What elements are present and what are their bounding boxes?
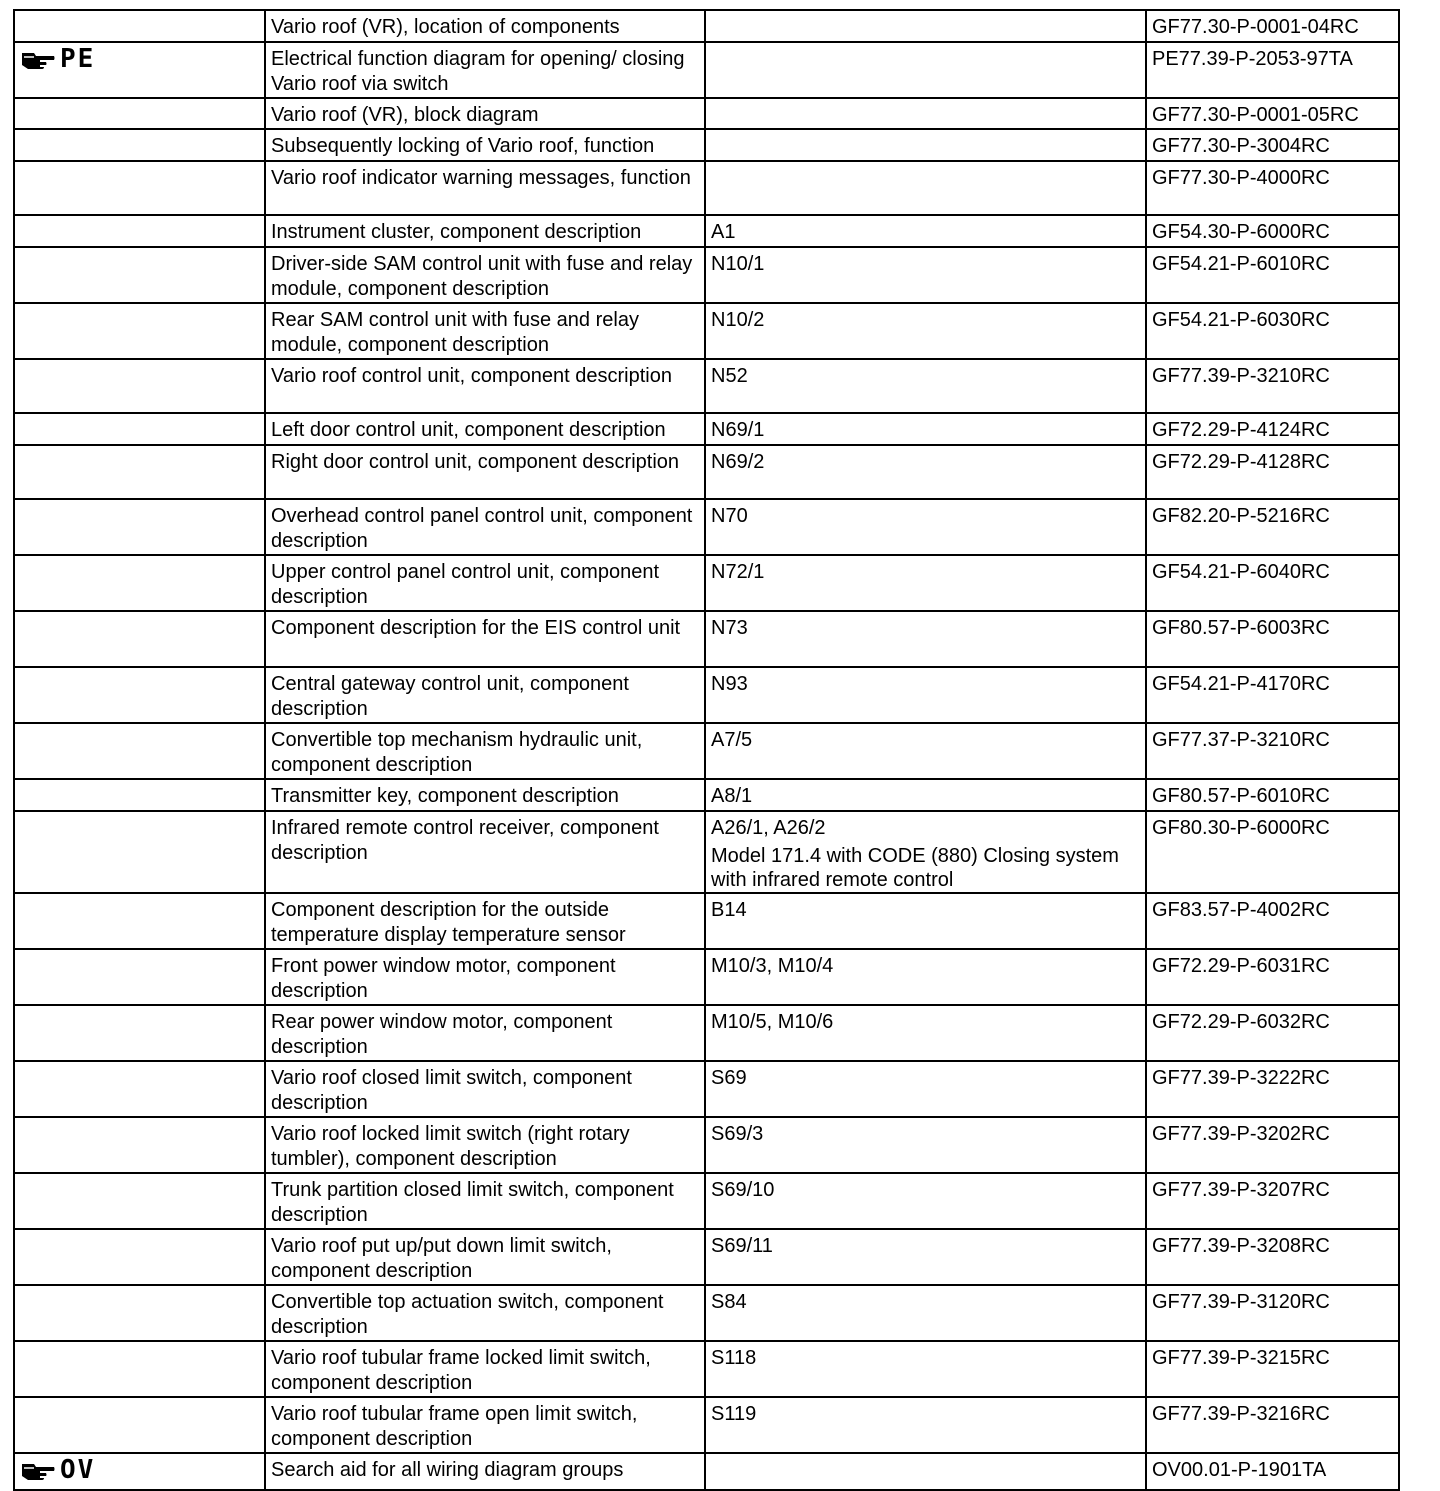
marker-cell: [14, 1061, 265, 1117]
table-row: [14, 359, 1399, 413]
table-row: [14, 1117, 1399, 1173]
document-reference-link[interactable]: GF54.21-P-4170RC: [1152, 673, 1330, 695]
reference-cell[interactable]: [1146, 779, 1399, 811]
table-row: [14, 1061, 1399, 1117]
table-row: [14, 1397, 1399, 1453]
component-code: N72/1: [711, 561, 765, 583]
title-cell[interactable]: Convertible top actuation switch, component description: [265, 1285, 705, 1341]
component-code: S69/10: [711, 1179, 775, 1201]
reference-cell[interactable]: [1146, 10, 1399, 42]
reference-cell[interactable]: [1146, 723, 1399, 779]
reference-cell[interactable]: [1146, 413, 1399, 445]
title-cell[interactable]: Electrical function diagram for opening/ closing Vario roof via switch: [265, 42, 705, 98]
document-reference-link[interactable]: GF80.57-P-6010RC: [1152, 785, 1330, 807]
title-cell[interactable]: Transmitter key, component description: [265, 779, 705, 811]
document-reference-link[interactable]: PE77.39-P-2053-97TA: [1152, 48, 1353, 70]
marker-cell: [14, 10, 265, 42]
marker-cell: [14, 1453, 265, 1490]
title-cell[interactable]: Vario roof locked limit switch (right rotary tumbler), component description: [265, 1117, 705, 1173]
table-row: [14, 1285, 1399, 1341]
component-cell: [705, 1117, 1146, 1173]
component-cell: [705, 359, 1146, 413]
reference-cell[interactable]: [1146, 811, 1399, 893]
reference-cell[interactable]: [1146, 247, 1399, 303]
marker-cell: [14, 42, 265, 98]
component-cell: [705, 1061, 1146, 1117]
title-cell[interactable]: Driver-side SAM control unit with fuse and relay module, component description: [265, 247, 705, 303]
document-reference-link[interactable]: GF54.21-P-6040RC: [1152, 561, 1330, 583]
document-reference-link[interactable]: GF77.39-P-3208RC: [1152, 1235, 1330, 1257]
table-row: [14, 98, 1399, 129]
pointing-hand-icon: [20, 49, 56, 71]
marker-cell: [14, 1229, 265, 1285]
component-cell: [705, 1285, 1146, 1341]
marker-cell: [14, 555, 265, 611]
marker-cell: [14, 161, 265, 215]
table-row: [14, 247, 1399, 303]
table-row: [14, 893, 1399, 949]
marker-cell: [14, 215, 265, 247]
reference-cell[interactable]: [1146, 893, 1399, 949]
document-reference-link[interactable]: GF72.29-P-4124RC: [1152, 419, 1330, 441]
component-cell: [705, 1229, 1146, 1285]
component-code: S118: [711, 1347, 757, 1369]
component-code: S84: [711, 1291, 747, 1313]
document-reference-link[interactable]: GF72.29-P-6032RC: [1152, 1011, 1330, 1033]
table-row: [14, 129, 1399, 161]
table-row: [14, 42, 1399, 98]
table-row: [14, 949, 1399, 1005]
reference-cell[interactable]: [1146, 555, 1399, 611]
component-code: S119: [711, 1403, 757, 1425]
document-reference-table: [13, 9, 1400, 1491]
table-row: [14, 1173, 1399, 1229]
title-cell[interactable]: Subsequently locking of Vario roof, function: [265, 129, 705, 161]
reference-cell[interactable]: [1146, 1229, 1399, 1285]
title-cell[interactable]: Left door control unit, component description: [265, 413, 705, 445]
component-code: A1: [711, 221, 736, 243]
reference-cell[interactable]: [1146, 1285, 1399, 1341]
component-cell: [705, 779, 1146, 811]
reference-cell[interactable]: [1146, 98, 1399, 129]
marker-cell: [14, 949, 265, 1005]
component-cell: [705, 1005, 1146, 1061]
title-cell[interactable]: Trunk partition closed limit switch, component description: [265, 1173, 705, 1229]
marker-cell: [14, 413, 265, 445]
table-row: [14, 303, 1399, 359]
reference-cell[interactable]: [1146, 303, 1399, 359]
component-code: A26/1, A26/2: [711, 817, 826, 839]
title-cell[interactable]: Rear SAM control unit with fuse and relay module, component description: [265, 303, 705, 359]
reference-cell[interactable]: [1146, 499, 1399, 555]
title-cell[interactable]: Convertible top mechanism hydraulic unit, component description: [265, 723, 705, 779]
component-note: Model 171.4 with CODE (880) Closing system with infrared remote control: [711, 845, 1119, 891]
component-code: N73: [711, 617, 748, 639]
marker-cell: [14, 499, 265, 555]
document-reference-link[interactable]: GF77.39-P-3202RC: [1152, 1123, 1330, 1145]
component-code: N10/2: [711, 309, 765, 331]
document-reference-link[interactable]: GF54.21-P-6030RC: [1152, 309, 1330, 331]
component-cell: [705, 1173, 1146, 1229]
table-row: [14, 499, 1399, 555]
title-cell[interactable]: Vario roof tubular frame locked limit switch, component description: [265, 1341, 705, 1397]
title-cell[interactable]: Vario roof control unit, component description: [265, 359, 705, 413]
title-cell[interactable]: Rear power window motor, component description: [265, 1005, 705, 1061]
document-reference-link[interactable]: GF77.39-P-3120RC: [1152, 1291, 1330, 1313]
pointing-hand-icon: [20, 1460, 56, 1482]
table-row: [14, 10, 1399, 42]
marker-cell: [14, 667, 265, 723]
table-row: [14, 811, 1399, 893]
reference-cell[interactable]: [1146, 1117, 1399, 1173]
table-row: [14, 555, 1399, 611]
component-code: N70: [711, 505, 748, 527]
title-cell[interactable]: Component description for the outside temperature display temperature sensor: [265, 893, 705, 949]
component-cell: [705, 499, 1146, 555]
table-row: [14, 161, 1399, 215]
section-marker: [20, 1455, 259, 1485]
reference-cell[interactable]: [1146, 1341, 1399, 1397]
component-code: N10/1: [711, 253, 765, 275]
component-cell: [705, 215, 1146, 247]
reference-cell[interactable]: [1146, 445, 1399, 499]
component-code: A8/1: [711, 785, 753, 807]
reference-cell[interactable]: [1146, 161, 1399, 215]
document-reference-link[interactable]: GF54.21-P-6010RC: [1152, 253, 1330, 275]
table-row: [14, 413, 1399, 445]
marker-cell: [14, 1285, 265, 1341]
table-row: [14, 215, 1399, 247]
document-reference-link[interactable]: GF72.29-P-4128RC: [1152, 451, 1330, 473]
component-cell: [705, 893, 1146, 949]
title-cell[interactable]: Overhead control panel control unit, component description: [265, 499, 705, 555]
reference-cell[interactable]: [1146, 215, 1399, 247]
component-cell: [705, 42, 1146, 98]
title-cell[interactable]: Vario roof closed limit switch, component description: [265, 1061, 705, 1117]
component-cell: [705, 303, 1146, 359]
document-reference-link[interactable]: GF77.39-P-3207RC: [1152, 1179, 1330, 1201]
title-cell[interactable]: Vario roof (VR), location of components: [265, 10, 705, 42]
reference-cell[interactable]: [1146, 1061, 1399, 1117]
table-row: [14, 445, 1399, 499]
title-cell[interactable]: Right door control unit, component description: [265, 445, 705, 499]
title-cell[interactable]: Central gateway control unit, component description: [265, 667, 705, 723]
reference-cell[interactable]: [1146, 611, 1399, 667]
component-code: M10/3, M10/4: [711, 955, 834, 977]
component-code: S69/11: [711, 1235, 773, 1257]
reference-cell[interactable]: [1146, 1005, 1399, 1061]
title-cell[interactable]: Search aid for all wiring diagram groups: [265, 1453, 705, 1490]
marker-cell: [14, 359, 265, 413]
table-row: [14, 1229, 1399, 1285]
marker-cell: [14, 1005, 265, 1061]
marker-cell: [14, 811, 265, 893]
document-reference-link[interactable]: GF77.37-P-3210RC: [1152, 729, 1330, 751]
reference-cell[interactable]: [1146, 1453, 1399, 1490]
marker-cell: [14, 611, 265, 667]
reference-cell[interactable]: [1146, 1173, 1399, 1229]
table-row: [14, 723, 1399, 779]
component-code: N93: [711, 673, 748, 695]
component-cell: [705, 1341, 1146, 1397]
document-reference-link[interactable]: GF83.57-P-4002RC: [1152, 899, 1330, 921]
table-row: [14, 1453, 1399, 1490]
title-cell[interactable]: Vario roof indicator warning messages, function: [265, 161, 705, 215]
marker-cell: [14, 723, 265, 779]
table-row: [14, 779, 1399, 811]
title-cell[interactable]: Instrument cluster, component description: [265, 215, 705, 247]
reference-cell[interactable]: [1146, 667, 1399, 723]
component-cell: [705, 611, 1146, 667]
document-reference-link[interactable]: GF77.30-P-0001-05RC: [1152, 104, 1359, 126]
document-reference-link[interactable]: GF77.39-P-3215RC: [1152, 1347, 1330, 1369]
marker-cell: [14, 303, 265, 359]
component-cell: [705, 98, 1146, 129]
component-cell: [705, 1453, 1146, 1490]
component-code: N52: [711, 365, 748, 387]
reference-cell[interactable]: [1146, 359, 1399, 413]
document-reference-link[interactable]: GF72.29-P-6031RC: [1152, 955, 1330, 977]
component-cell: [705, 413, 1146, 445]
component-cell: [705, 811, 1146, 893]
document-reference-link[interactable]: GF77.30-P-0001-04RC: [1152, 16, 1359, 38]
component-code: S69: [711, 1067, 747, 1089]
component-code: N69/2: [711, 451, 765, 473]
title-cell[interactable]: Vario roof put up/put down limit switch, component description: [265, 1229, 705, 1285]
document-reference-link[interactable]: GF77.39-P-3222RC: [1152, 1067, 1330, 1089]
component-cell: [705, 555, 1146, 611]
component-cell: [705, 949, 1146, 1005]
document-reference-link[interactable]: GF77.39-P-3210RC: [1152, 365, 1330, 387]
title-cell[interactable]: Front power window motor, component description: [265, 949, 705, 1005]
title-cell[interactable]: Component description for the EIS control unit: [265, 611, 705, 667]
component-code: B14: [711, 899, 747, 921]
component-code: S69/3: [711, 1123, 764, 1145]
component-cell: [705, 247, 1146, 303]
title-cell[interactable]: Vario roof (VR), block diagram: [265, 98, 705, 129]
component-code: M10/5, M10/6: [711, 1011, 834, 1033]
reference-cell[interactable]: [1146, 1397, 1399, 1453]
table-row: [14, 611, 1399, 667]
title-cell[interactable]: Vario roof tubular frame open limit switch, component description: [265, 1397, 705, 1453]
component-cell: [705, 10, 1146, 42]
document-reference-link[interactable]: GF82.20-P-5216RC: [1152, 505, 1330, 527]
document-reference-link[interactable]: GF80.30-P-6000RC: [1152, 817, 1330, 839]
section-marker-label: OV: [60, 1455, 96, 1485]
component-cell: [705, 161, 1146, 215]
marker-cell: [14, 1117, 265, 1173]
document-reference-link[interactable]: GF77.30-P-4000RC: [1152, 167, 1330, 189]
table-row: [14, 1005, 1399, 1061]
component-cell: [705, 1397, 1146, 1453]
component-cell: [705, 667, 1146, 723]
reference-cell[interactable]: [1146, 949, 1399, 1005]
marker-cell: [14, 445, 265, 499]
document-reference-link[interactable]: GF77.39-P-3216RC: [1152, 1403, 1330, 1425]
component-cell: [705, 723, 1146, 779]
reference-cell[interactable]: [1146, 42, 1399, 98]
component-cell: [705, 129, 1146, 161]
document-reference-link[interactable]: GF80.57-P-6003RC: [1152, 617, 1330, 639]
table-body: [14, 10, 1399, 1490]
document-reference-link[interactable]: GF77.30-P-3004RC: [1152, 135, 1330, 157]
marker-cell: [14, 129, 265, 161]
component-cell: [705, 445, 1146, 499]
marker-cell: [14, 893, 265, 949]
document-reference-link[interactable]: OV00.01-P-1901TA: [1152, 1459, 1327, 1481]
marker-cell: [14, 98, 265, 129]
marker-cell: [14, 1173, 265, 1229]
section-marker: [20, 44, 259, 74]
table-row: [14, 667, 1399, 723]
section-marker-label: PE: [60, 44, 96, 74]
title-cell[interactable]: Infrared remote control receiver, component description: [265, 811, 705, 893]
table-row: [14, 1341, 1399, 1397]
marker-cell: [14, 779, 265, 811]
component-code: N69/1: [711, 419, 765, 441]
title-cell[interactable]: Upper control panel control unit, component description: [265, 555, 705, 611]
document-reference-link[interactable]: GF54.30-P-6000RC: [1152, 221, 1330, 243]
marker-cell: [14, 1397, 265, 1453]
reference-cell[interactable]: [1146, 129, 1399, 161]
component-code: A7/5: [711, 729, 753, 751]
marker-cell: [14, 1341, 265, 1397]
marker-cell: [14, 247, 265, 303]
